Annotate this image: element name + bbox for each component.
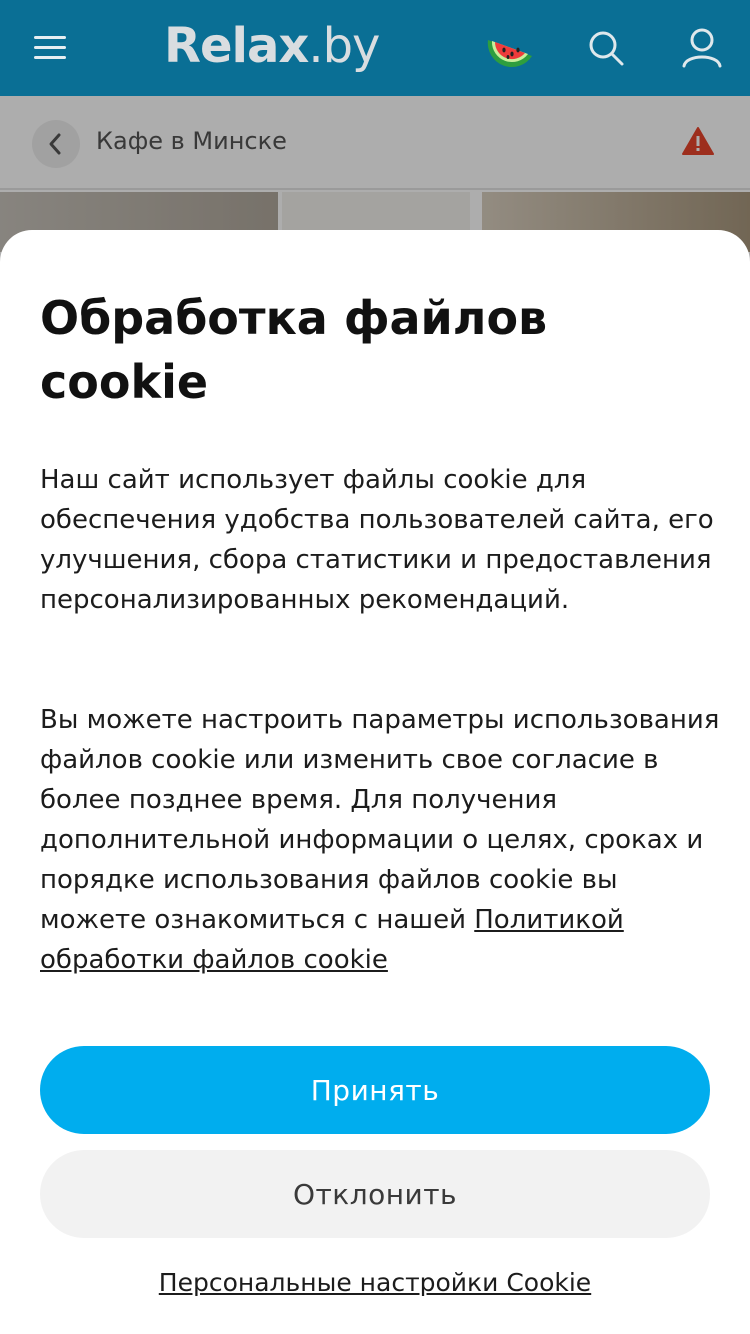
dialog-title: Обработка файлов cookie (40, 291, 548, 409)
menu-icon[interactable] (34, 36, 66, 60)
logo-main: Relax (164, 18, 309, 74)
search-icon[interactable] (586, 28, 626, 68)
cookie-dialog (0, 230, 750, 1334)
cookie-settings-text: Вы можете настроить параметры использования файлов cookie или изменить свое согласие в более позднее время. Для получения дополнительной информации о целях, сроках и порядке использования файлов cookie вы можете ознакомиться с нашей (40, 705, 720, 935)
user-icon[interactable] (680, 26, 724, 70)
cookie-settings-info (40, 700, 720, 980)
top-header (0, 0, 750, 96)
cookie-description: Наш сайт использует файлы cookie для обеспечения удобства пользователей сайта, его улучшения, сбора статистики и предоставления персонализированных рекомендаций. (40, 465, 714, 615)
personal-settings-link[interactable]: Персональные настройки Cookie (158, 1268, 592, 1297)
watermelon-icon[interactable] (484, 26, 536, 70)
accept-button[interactable]: Принять (40, 1046, 710, 1134)
site-logo[interactable] (164, 16, 379, 76)
cookie-policy-link[interactable]: Политикой обработки файлов cookie (40, 905, 624, 975)
decline-button[interactable]: Отклонить (40, 1150, 710, 1238)
logo-suffix: .by (308, 18, 380, 74)
page-title: Кафе в Минске (96, 127, 287, 155)
